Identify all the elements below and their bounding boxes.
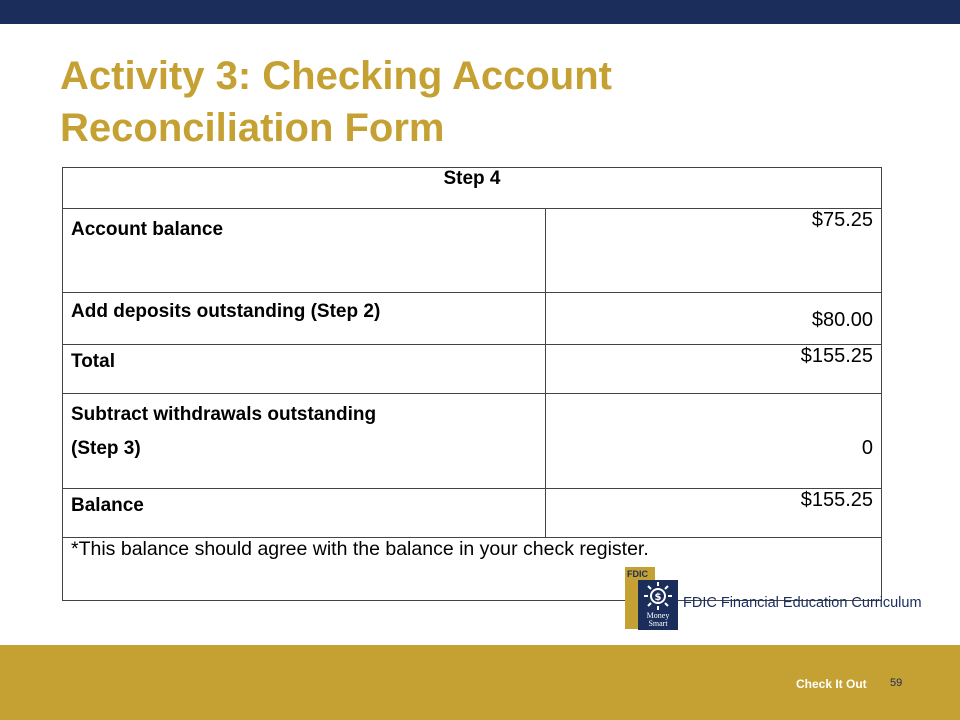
reconciliation-table xyxy=(62,167,882,601)
row-label-total: Total xyxy=(63,345,546,394)
slide-title xyxy=(60,50,920,154)
table-row xyxy=(63,394,882,489)
row-value-deposits: $80.00 xyxy=(546,293,882,345)
sun-dollar-icon xyxy=(638,580,678,612)
money-smart-line-2: Smart xyxy=(648,619,668,628)
row-label-balance: Balance xyxy=(63,489,546,538)
row-value-account-balance: $75.25 xyxy=(546,209,882,293)
row-value-total: $155.25 xyxy=(546,345,882,394)
fdic-money-smart-logo xyxy=(625,567,925,631)
page-number: 59 xyxy=(890,677,903,689)
balance-note: *This balance should agree with the balance in your check register. xyxy=(63,538,882,601)
money-smart-wordmark xyxy=(638,612,678,628)
row-label-account-balance: Account balance xyxy=(63,209,546,293)
table-header-row xyxy=(63,168,882,209)
money-smart-mark xyxy=(638,580,678,630)
table-row xyxy=(63,293,882,345)
title-line-2: Reconciliation Form xyxy=(60,106,445,150)
svg-text:$: $ xyxy=(654,592,662,603)
withdrawals-label-line-1: Subtract withdrawals outstanding xyxy=(71,404,377,425)
table-row xyxy=(63,489,882,538)
row-value-balance: $155.25 xyxy=(546,489,882,538)
row-label-deposits: Add deposits outstanding (Step 2) xyxy=(63,293,546,345)
table-row xyxy=(63,209,882,293)
top-banner xyxy=(0,0,960,24)
money-smart-line-1: Money xyxy=(646,611,670,620)
fdic-mark-text: FDIC xyxy=(627,569,648,579)
withdrawals-label-line-2: (Step 3) xyxy=(71,438,141,459)
footer-section-label: Check It Out xyxy=(796,677,867,691)
row-label-withdrawals xyxy=(63,394,546,489)
table-row xyxy=(63,345,882,394)
title-line-1: Activity 3: Checking Account xyxy=(60,54,612,98)
row-value-withdrawals: 0 xyxy=(546,394,882,489)
logo-caption: FDIC Financial Education Curriculum xyxy=(683,595,922,611)
step-header: Step 4 xyxy=(63,168,882,209)
